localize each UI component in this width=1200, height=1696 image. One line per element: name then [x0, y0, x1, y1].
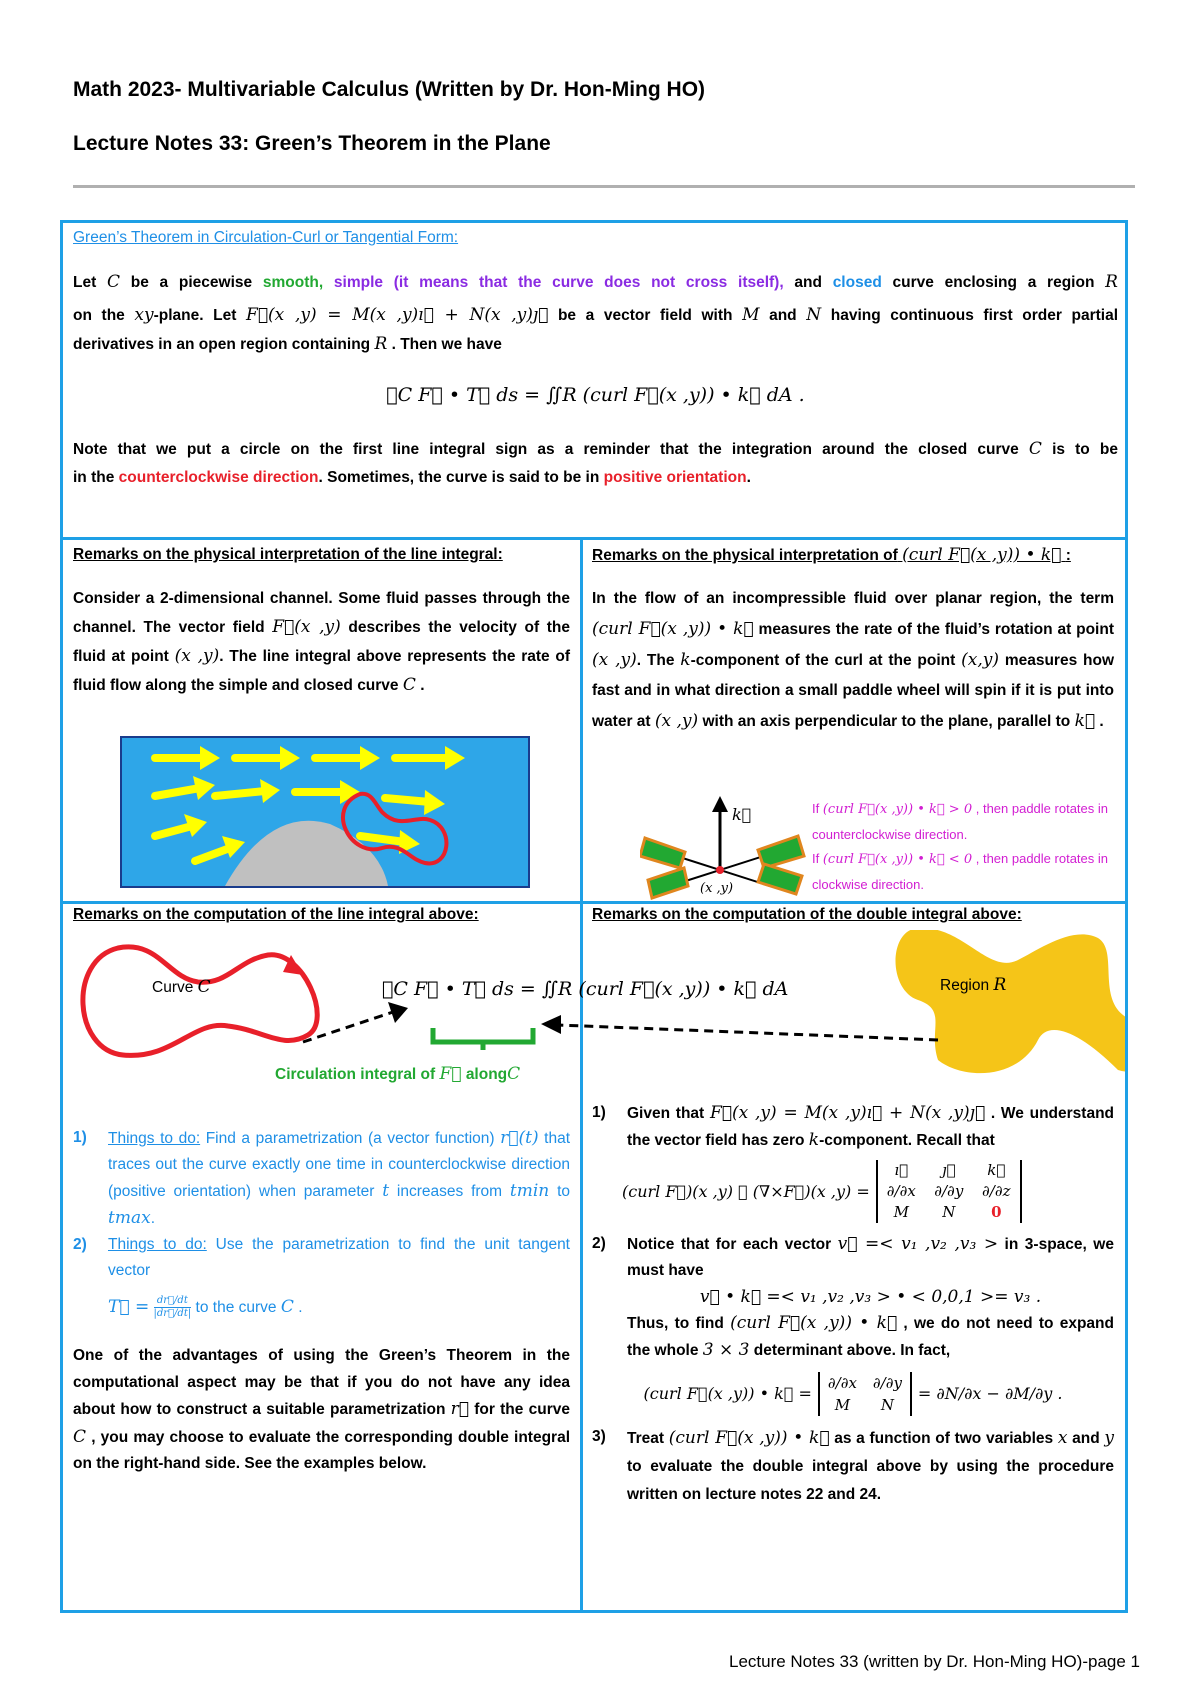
left-step-2: 2) Things to do: Use the parametrization to find the unit tangent vector T⃗ = $\frac{dr⃗/dt}{|dr⃗/dt|}$ to the curve C .	[73, 1236, 570, 1320]
left-steps	[73, 1125, 570, 1478]
theorem-line-3: derivatives in an open region containing R . Then we have	[73, 334, 502, 354]
curve-C-label: Curve C	[152, 977, 211, 997]
k-axis-arrowhead	[712, 796, 728, 812]
region-R-label: Region R	[940, 975, 1007, 995]
paddle-blade	[640, 838, 685, 868]
green-theorem-advantage: One of the advantages of using the Green’s Theorem in the computational aspect may be that if you do not have any idea about how to construct a suitable parametrization r⃗ for the curve C , you may choose to evaluate the corresponding double integral on the right-hand side. See the examples below.	[73, 1347, 570, 1472]
computation-right-heading: Remarks on the computation of the double integral above:	[592, 906, 1022, 923]
title-divider	[73, 185, 1135, 188]
page-footer: Lecture Notes 33 (written by Dr. Hon-Ming HO)-page 1	[728, 1652, 1140, 1671]
right-step-3: 3) Treat (curl F⃗(x ,y)) • k⃗ as a function of two variables x and y to evaluate the double integral above by using the procedure written on lecture notes 22 and 24.	[592, 1428, 1114, 1503]
curl-2x2-matrix: ∂/∂x ∂/∂y M N	[818, 1372, 912, 1416]
right-step-1: 1) Given that F⃗(x ,y) = M(x ,y)ı⃗ + N(x ,y)ȷ⃗ . We understand the vector field has zero k-component. Recall that	[592, 1103, 1115, 1150]
remark-left-heading: Remarks on the physical interpretation of the line integral:	[73, 546, 503, 563]
center-point	[716, 866, 724, 874]
curl-negative-note: If (curl F⃗(x ,y)) • k⃗ < 0 , then paddle rotates in clockwise direction.	[812, 851, 1108, 892]
computation-formula: ∮C F⃗ • T⃗ ds = ∬R (curl F⃗(x ,y)) • k⃗ dA	[382, 978, 789, 1000]
curl-matrix: ı⃗ ȷ⃗ k⃗ ∂/∂x ∂/∂y ∂/∂z M N 0	[876, 1160, 1022, 1223]
k-label: k⃗	[732, 805, 752, 824]
paddle-wheel-figure	[640, 790, 810, 900]
fluid-channel-figure	[120, 736, 530, 888]
remark-right-section	[592, 541, 1114, 737]
dashed-arrow-to-double-integral	[558, 1025, 938, 1040]
remark-left-body: Consider a 2-dimensional channel. Some fluid passes through the channel. The vector field F⃗(x ,y) describes the velocity of the fluid at point (x ,y). The line integral above represents the rate of fluid flow along the simple and closed curve C .	[73, 590, 571, 695]
right-step-2: 2) Notice that for each vector v⃗ =< v₁ ,v₂ ,v₃ > in 3-space, we must have v⃗ • k⃗ =< v₁ ,v₂ ,v₃ > • < 0,0,1 >= v₃ . Thus, to find (curl F⃗(x ,y)) • k⃗ , we do not need to expand the whole 3 × 3 determinant above. In fact,	[592, 1234, 1114, 1360]
paddle-blade	[758, 864, 802, 894]
curl-determinant: (curl F⃗)(x ,y) ≝ (∇×F⃗)(x ,y) = ı⃗ ȷ⃗ k⃗ ∂/∂x ∂/∂y ∂/∂z M N 0	[622, 1160, 1114, 1223]
curl-k-component-formula: (curl F⃗(x ,y)) • k⃗ = ∂/∂x ∂/∂y M N = ∂N/∂x − ∂M/∂y .	[643, 1374, 1063, 1414]
greens-theorem-formula: ∮C F⃗ • T⃗ ds = ∬R (curl F⃗(x ,y)) • k⃗ dA .	[386, 384, 805, 406]
dashed-arrowhead-right	[541, 1015, 561, 1034]
remark-right-body: In the flow of an incompressible fluid over planar region, the term (curl F⃗(x ,y)) • k⃗ measures the rate of the fluid’s rotation at point (x ,y). The k-component of the curl at the point (x,y) measures how fast and in what direction a small paddle wheel will spin if it is put into water at (x ,y) with an axis perpendicular to the plane, parallel to k⃗ .	[592, 590, 1114, 731]
theorem-note-line-1: Note that we put a circle on the first line integral sign as a reminder that the integration around the closed curve C is to be	[73, 439, 1118, 459]
theorem-line-1: Let C be a piecewise smooth, simple (it means that the curve does not cross itself), and closed curve enclosing a region R	[73, 272, 1118, 292]
curl-positive-note: If (curl F⃗(x ,y)) • k⃗ > 0 , then paddle rotates in counterclockwise direction.	[812, 801, 1108, 842]
left-step-1: 1) Things to do: Find a parametrization (a vector function) r⃗(t) that traces out the curve exactly one time in counterclockwise direction (positive orientation) when parameter t increases from tmin to tmax.	[73, 1128, 571, 1228]
xy-label: (x ,y)	[700, 881, 734, 896]
remark-left-section	[73, 541, 570, 700]
right-steps	[592, 1100, 1114, 1509]
remark-right-heading: Remarks on the physical interpretation of (curl F⃗(x ,y)) • k⃗ :	[592, 545, 1071, 565]
theorem-section	[73, 224, 1118, 492]
theorem-note-line-2: in the counterclockwise direction. Sometimes, the curve is said to be in positive orientation.	[73, 469, 751, 486]
theorem-heading: Green’s Theorem in Circulation-Curl or Tangential Form:	[73, 229, 459, 246]
region-R-shape	[896, 930, 1126, 1073]
theorem-line-2: on the xy-plane. Let F⃗(x ,y) = M(x ,y)ı⃗ + N(x ,y)ȷ⃗ be a vector field with M and N having continuous first order partial	[73, 305, 1119, 325]
computation-left-heading: Remarks on the computation of the line integral above:	[73, 906, 479, 923]
page-title: Math 2023- Multivariable Calculus (Written by Dr. Hon-Ming HO)	[73, 78, 706, 101]
circulation-bracket	[433, 1028, 533, 1042]
page-subtitle: Lecture Notes 33: Green’s Theorem in the Plane	[73, 132, 551, 155]
computation-figure	[63, 930, 1125, 1090]
circulation-integral-label: Circulation integral of F⃗ alongC	[275, 1064, 521, 1084]
paddle-blade	[648, 868, 688, 898]
